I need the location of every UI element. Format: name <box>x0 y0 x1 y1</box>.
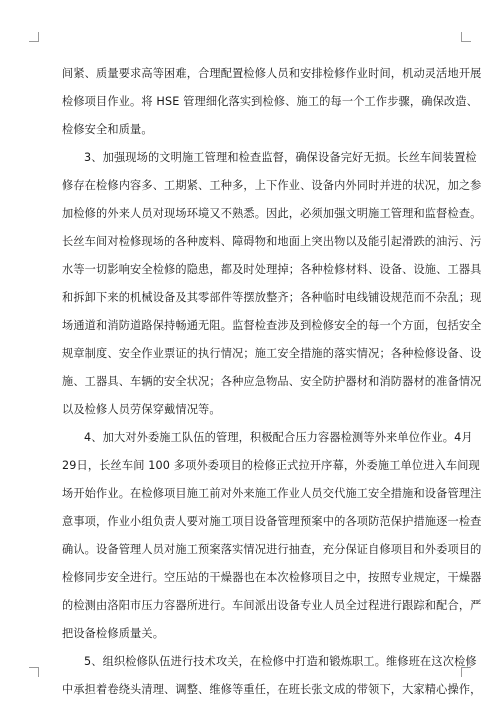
text-line: 意事项，作业小组负责人要对施工项目设备管理预案中的各项防范保护措施逐一检查 <box>62 515 482 528</box>
crop-mark-top-left <box>29 32 39 42</box>
text-line: 水等一切影响安全检修的隐患，都及时处理掉；各种检修材料、设备、设施、工器具 <box>62 263 482 276</box>
text-line: 检修安全和质量。 <box>62 123 153 136</box>
text-line: 场开始作业。在检修项目施工前对外来施工作业人员交代施工安全措施和设备管理注 <box>62 487 482 500</box>
text-line: 场通道和消防道路保持畅通无阻。监督检查涉及到检修安全的每一个方面，包括安全 <box>62 319 482 332</box>
paragraph-first-line: 3、加强现场的文明施工管理和检查监督，确保设备完好无损。长丝车间装置检 <box>84 151 477 164</box>
text-line: 检修项目作业。将 HSE 管理细化落实到检修、施工的每一个工作步骤，确保改造、 <box>62 95 478 108</box>
text-line: 的检测由洛阳市压力容器所进行。车间派出设备专业人员全过程进行跟踪和配合，严 <box>62 599 482 612</box>
text-line: 长丝车间对检修现场的各种废料、障碍物和地面上突出物以及能引起滑跌的油污、污 <box>62 235 482 248</box>
text-line: 间紧、质量要求高等困难，合理配置检修人员和安排检修作业时间，机动灵活地开展 <box>62 67 482 80</box>
text-line: 施、工器具、车辆的安全状况；各种应急物品、安全防护器材和消防器材的准备情况 <box>62 375 482 388</box>
paragraph-first-line: 5、组织检修队伍进行技术攻关，在检修中打造和锻炼职工。维修班在这次检修 <box>84 655 477 668</box>
text-line: 修存在检修内容多、工期紧、工种多，上下作业、设备内外同时并进的状况，加之参 <box>62 179 482 192</box>
crop-mark-bottom-left <box>29 667 39 677</box>
paragraph-first-line: 4、加大对外委施工队伍的管理，积极配合压力容器检测等外来单位作业。4月 <box>84 431 473 444</box>
text-line: 规章制度、安全作业票证的执行情况；施工安全措施的落实情况；各种检修设备、设 <box>62 347 482 360</box>
text-line: 29日，长丝车间 100 多项外委项目的检修正式拉开序幕，外委施工单位进入车间现 <box>62 459 480 472</box>
text-line: 以及检修人员劳保穿戴情况等。 <box>62 403 221 416</box>
crop-mark-bottom-right <box>461 667 471 677</box>
text-line: 加检修的外来人员对现场环境又不熟悉。因此，必须加强文明施工管理和监督检查。 <box>62 207 482 220</box>
text-line: 中承担着卷绕头清理、调整、维修等重任，在班长张文成的带领下，大家精心操作， <box>62 683 482 696</box>
text-line: 把设备检修质量关。 <box>62 627 165 640</box>
text-line: 确认。设备管理人员对施工预案落实情况进行抽查，充分保证自修项目和外委项目的 <box>62 543 482 556</box>
text-line: 检修同步安全进行。空压站的干燥器也在本次检修项目之中，按照专业规定，干燥器 <box>62 571 482 584</box>
text-line: 和拆卸下来的机械设备及其零部件等摆放整齐；各种临时电线铺设规范而不杂乱；现 <box>62 291 482 304</box>
crop-mark-top-right <box>461 32 471 42</box>
